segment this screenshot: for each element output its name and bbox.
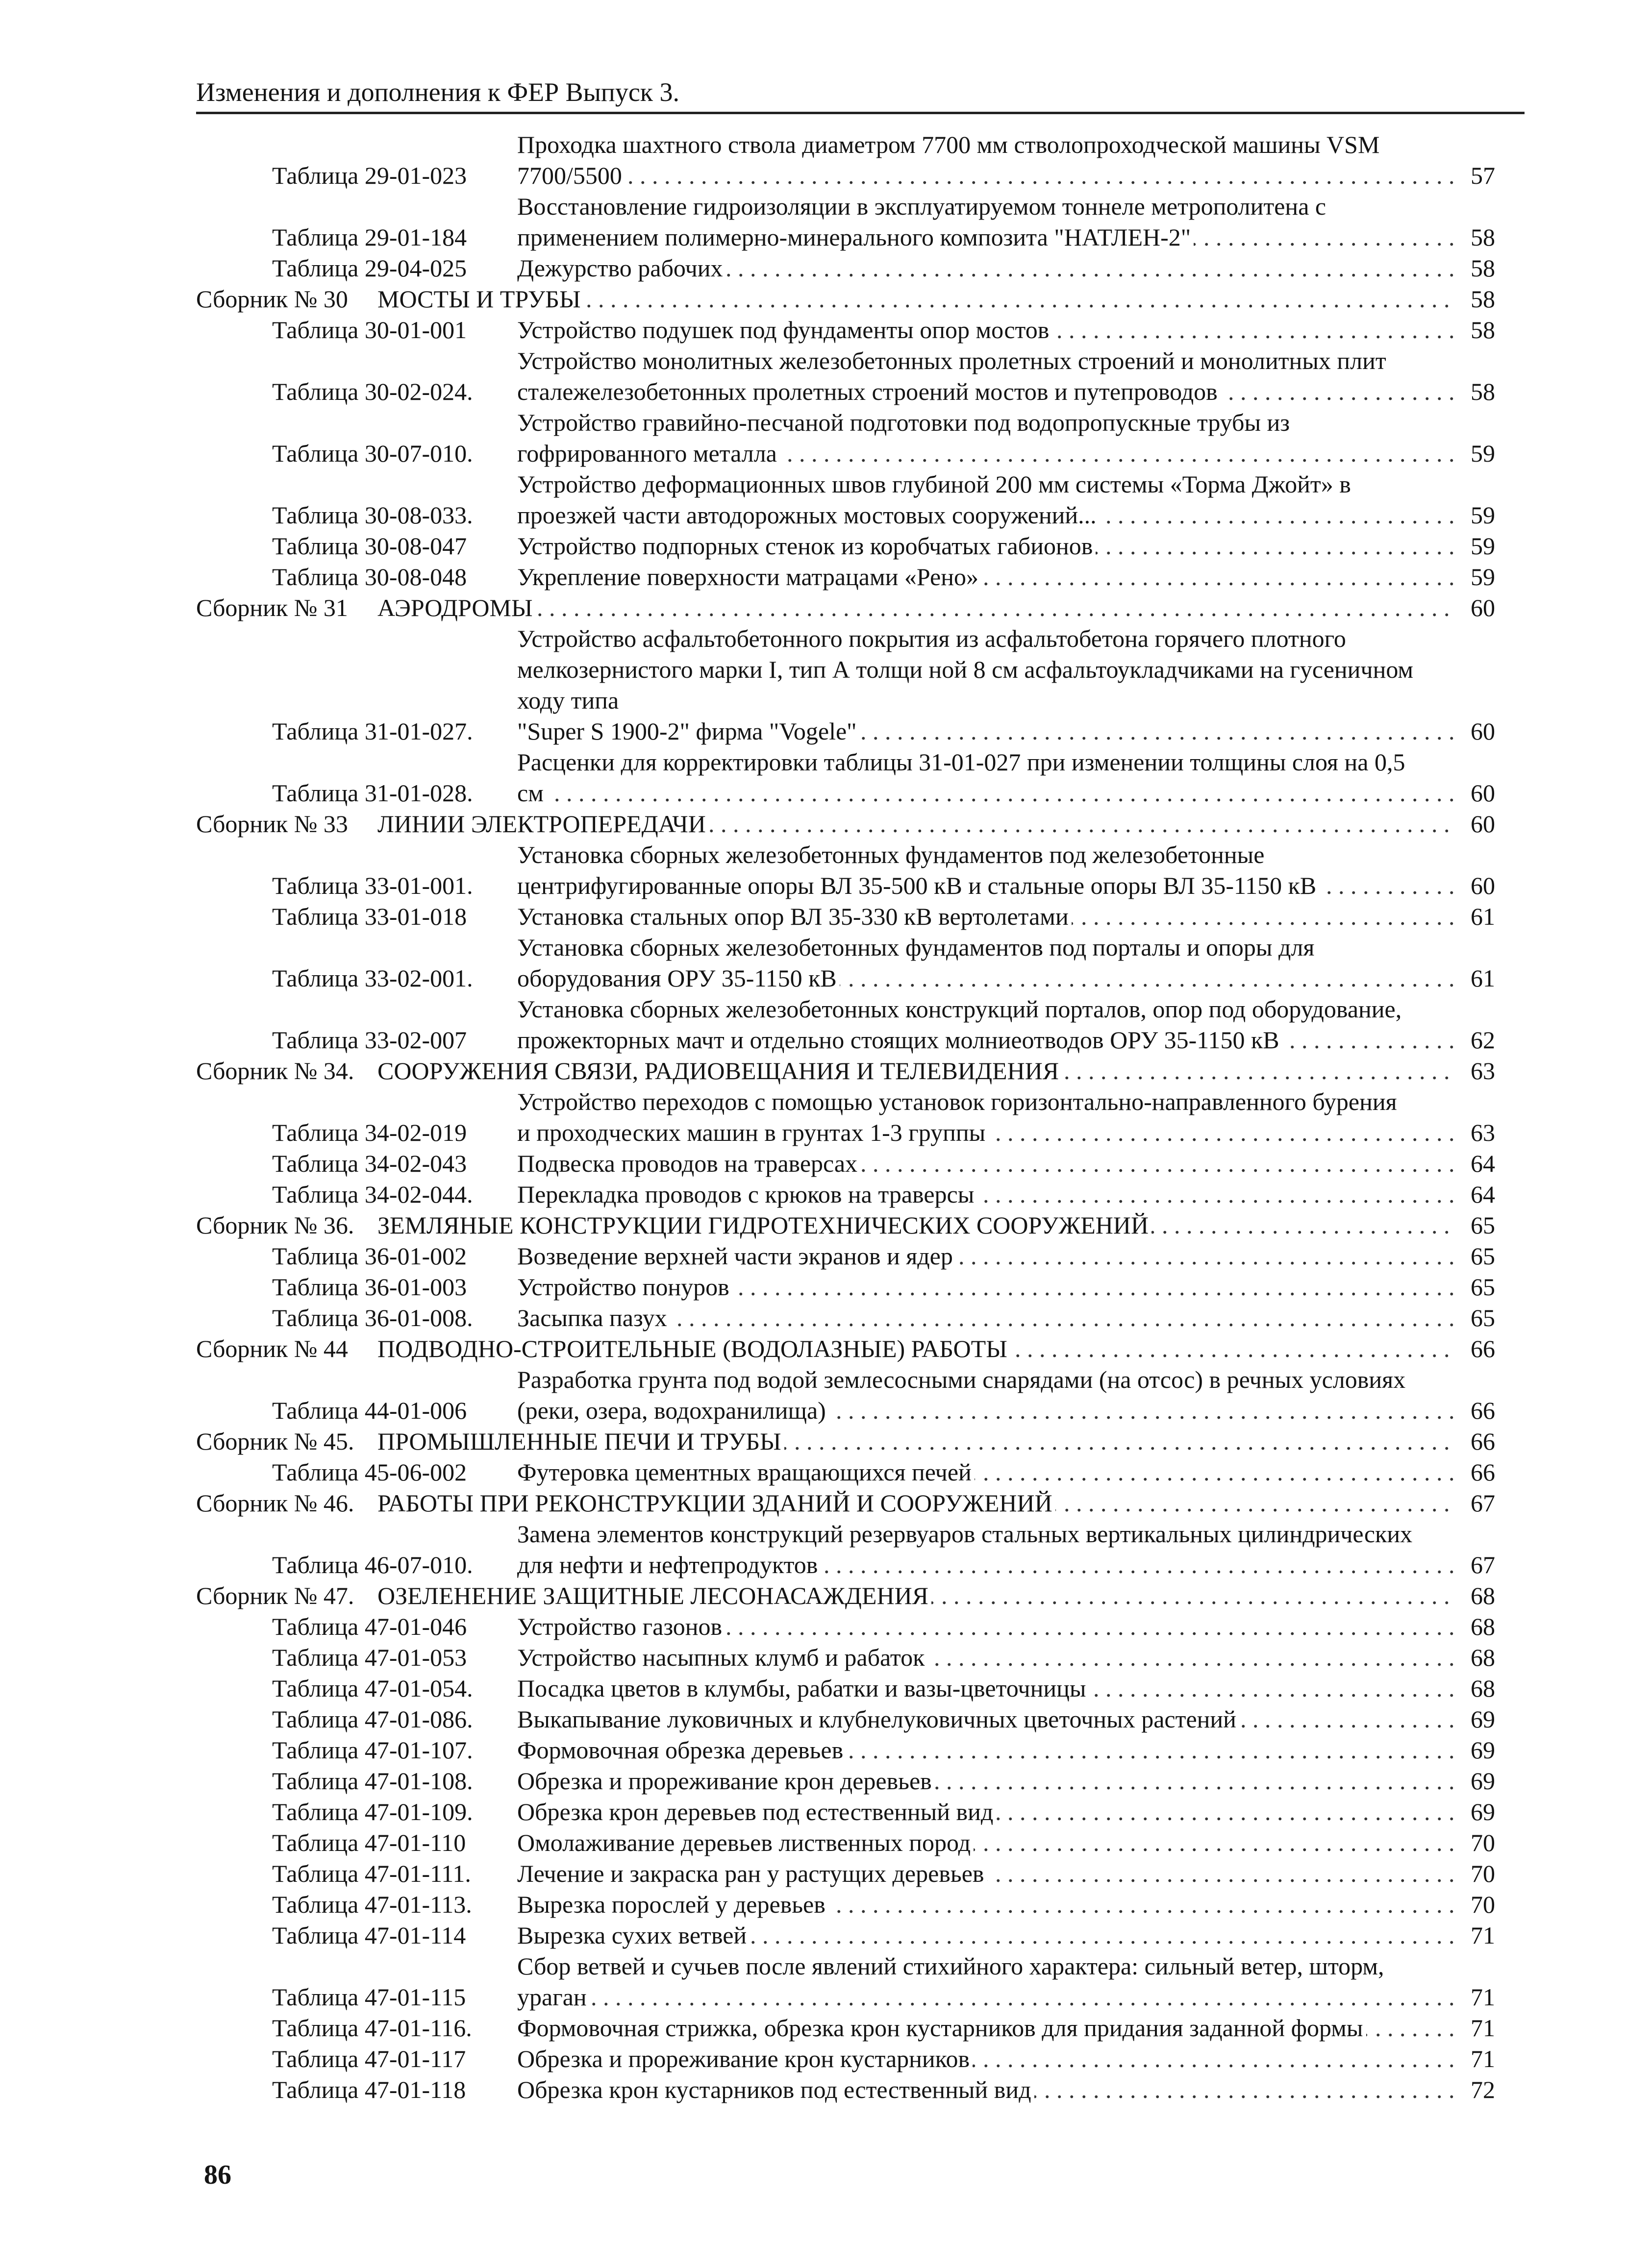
entry-title xyxy=(517,345,1456,407)
entry-title xyxy=(377,592,1456,623)
entry-title-line: Проходка шахтного ствола диаметром 7700 мм стволопроходческой машины VSM xyxy=(517,131,1380,158)
entry-label: Таблица 45-06-002 xyxy=(272,1458,467,1486)
entry-page-number: 58 xyxy=(1456,315,1495,345)
entry-title-text: Обрезка крон деревьев под естественный вид xyxy=(517,1798,996,1825)
entry-page-number: 68 xyxy=(1456,1673,1495,1704)
entry-title xyxy=(517,1673,1456,1704)
entry-page-number: 63 xyxy=(1456,1117,1495,1148)
table-entry xyxy=(196,345,1495,407)
entry-title xyxy=(377,1210,1456,1241)
collection-entry xyxy=(196,1488,1495,1519)
entry-page-number: 65 xyxy=(1456,1303,1495,1333)
collection-entry xyxy=(196,1426,1495,1457)
table-entry xyxy=(196,1519,1495,1580)
entry-title-line: Расценки для корректировки таблицы 31-01-027 при изменении толщины слоя на 0,5 xyxy=(517,748,1405,776)
entry-title-text: ЛИНИИ ЭЛЕКТРОПЕРЕДАЧИ xyxy=(377,810,709,838)
entry-page-number: 64 xyxy=(1456,1179,1495,1210)
entry-title-line xyxy=(517,1395,1456,1426)
table-entry xyxy=(196,623,1495,747)
entry-title-line xyxy=(517,376,1456,407)
entry-title-line: Устройство переходов с помощью установок горизонтально-направленного бурения xyxy=(517,1088,1397,1115)
entry-page-number: 57 xyxy=(1456,160,1495,191)
entry-label: Таблица 47-01-110 xyxy=(272,1829,466,1856)
entry-title xyxy=(517,1303,1456,1333)
entry-title xyxy=(517,839,1456,901)
entry-title-text: МОСТЫ И ТРУБЫ xyxy=(377,285,584,313)
entry-label: Таблица 30-07-010. xyxy=(272,440,473,467)
entry-label: Таблица 33-02-007 xyxy=(272,1026,467,1054)
table-entry xyxy=(196,1642,1495,1673)
table-entry xyxy=(196,1673,1495,1704)
entry-title-text: Посадка цветов в клумбы, рабатки и вазы-цветочницы xyxy=(517,1675,1089,1702)
table-entry xyxy=(196,1364,1495,1426)
collection-entry xyxy=(196,592,1495,623)
entry-label: Таблица 31-01-027. xyxy=(272,717,473,745)
entry-title xyxy=(517,129,1456,191)
entry-title xyxy=(377,284,1456,315)
entry-page-number: 71 xyxy=(1456,2013,1495,2044)
entry-title xyxy=(517,1241,1456,1272)
entry-title-text: проезжей части автодорожных мостовых сооружений... xyxy=(517,501,1100,529)
entry-title-line xyxy=(517,1550,1456,1580)
entry-title-text: Засыпка пазух xyxy=(517,1304,670,1331)
entry-title-text: Устройство насыпных клумб и рабаток xyxy=(517,1644,927,1671)
entry-title-text: Лечение и закраска ран у растущих деревьев xyxy=(517,1860,987,1887)
entry-title-text: мелкозернистого марки I, тип А толщи ной 8 см асфальтоукладчиками на гусеничном ходу типа xyxy=(517,656,1414,714)
entry-label: Таблица 30-08-048 xyxy=(272,563,467,591)
entry-label: Таблица 29-04-025 xyxy=(272,254,467,282)
entry-title-line: Устройство асфальтобетонного покрытия из асфальтобетона горячего плотного xyxy=(517,625,1346,652)
entry-label: Таблица 47-01-117 xyxy=(272,2045,466,2072)
table-entry xyxy=(196,994,1495,1056)
entry-title-text: Возведение верхней части экранов и ядер xyxy=(517,1242,956,1270)
entry-title-text: Омолаживание деревьев лиственных пород xyxy=(517,1829,974,1856)
entry-title xyxy=(377,1333,1456,1364)
entry-title xyxy=(517,1766,1456,1797)
entry-page-number: 72 xyxy=(1456,2074,1495,2105)
entry-page-number: 69 xyxy=(1456,1797,1495,1827)
entry-title-text: Перекладка проводов с крюков на траверсы xyxy=(517,1181,977,1208)
entry-title-line: Устройство гравийно-песчаной подготовки под водопропускные трубы из xyxy=(517,409,1290,436)
entry-label: Таблица 47-01-086. xyxy=(272,1705,473,1733)
entry-title xyxy=(517,469,1456,531)
table-entry xyxy=(196,1148,1495,1179)
entry-title-text: Устройство газонов xyxy=(517,1613,725,1640)
entry-title-text: ЗЕМЛЯНЫЕ КОНСТРУКЦИИ ГИДРОТЕХНИЧЕСКИХ СООРУЖЕНИЙ xyxy=(377,1211,1151,1239)
entry-title-line xyxy=(517,1982,1456,2013)
entry-title xyxy=(517,1858,1456,1889)
table-of-contents xyxy=(196,129,1495,2105)
entry-page-number: 59 xyxy=(1456,500,1495,531)
entry-page-number: 69 xyxy=(1456,1735,1495,1766)
entry-title-text: применением полимерно-минерального композита "НАТЛЕН-2" xyxy=(517,223,1194,251)
entry-page-number: 68 xyxy=(1456,1642,1495,1673)
entry-title xyxy=(517,1086,1456,1148)
table-entry xyxy=(196,1766,1495,1797)
page-number: 86 xyxy=(204,2160,231,2190)
entry-title xyxy=(517,901,1456,932)
entry-page-number: 59 xyxy=(1456,438,1495,469)
entry-title-text: для нефти и нефтепродуктов xyxy=(517,1551,821,1578)
entry-title xyxy=(517,315,1456,345)
entry-title-line: Установка сборных железобетонных конструкций порталов, опор под оборудование, xyxy=(517,995,1402,1023)
entry-title-text: Вырезка сухих ветвей xyxy=(517,1922,750,1949)
table-entry xyxy=(196,2013,1495,2044)
entry-label: Таблица 34-02-043 xyxy=(272,1150,467,1177)
entry-title-text: Устройство понуров xyxy=(517,1273,732,1301)
entry-page-number: 63 xyxy=(1456,1056,1495,1086)
entry-label: Таблица 30-08-033. xyxy=(272,501,473,529)
entry-title xyxy=(377,1488,1456,1519)
entry-title xyxy=(517,1148,1456,1179)
entry-title-line xyxy=(517,654,1456,716)
entry-label: Таблица 47-01-053 xyxy=(272,1644,467,1671)
entry-title-text: оборудования ОРУ 35-1150 кВ xyxy=(517,964,840,992)
entry-title xyxy=(377,1580,1456,1611)
entry-title-text: (реки, озера, водохранилища) xyxy=(517,1397,829,1424)
entry-title-line xyxy=(517,870,1456,901)
entry-title-line: Установка сборных железобетонных фундаментов под железобетонные xyxy=(517,841,1265,868)
entry-page-number: 61 xyxy=(1456,901,1495,932)
entry-label: Таблица 33-02-001. xyxy=(272,964,473,992)
entry-label: Таблица 47-01-107. xyxy=(272,1736,473,1764)
entry-title-text: 7700/5500 xyxy=(517,162,625,189)
entry-title-text: Вырезка порослей у деревьев xyxy=(517,1891,828,1918)
entry-title-line xyxy=(517,438,1456,469)
entry-page-number: 60 xyxy=(1456,778,1495,809)
entry-page-number: 65 xyxy=(1456,1272,1495,1303)
entry-label: Сборник № 45. xyxy=(196,1428,354,1455)
entry-title-line xyxy=(517,222,1456,253)
table-entry xyxy=(196,2074,1495,2105)
entry-title xyxy=(517,1889,1456,1920)
entry-title-line: Устройство деформационных швов глубиной 200 мм системы «Торма Джойт» в xyxy=(517,470,1351,498)
entry-title-line: Установка сборных железобетонных фундаментов под порталы и опоры для xyxy=(517,934,1315,961)
entry-title-line: Устройство монолитных железобетонных пролетных строений и монолитных плит xyxy=(517,347,1386,374)
entry-title-text: Установка стальных опор ВЛ 35-330 кВ вертолетами xyxy=(517,903,1072,930)
entry-title xyxy=(517,2044,1456,2074)
entry-title-text: и проходческих машин в грунтах 1-3 группы xyxy=(517,1119,988,1146)
entry-label: Таблица 47-01-111. xyxy=(272,1860,471,1887)
entry-label: Таблица 30-01-001 xyxy=(272,316,467,344)
entry-page-number: 71 xyxy=(1456,1920,1495,1951)
entry-title-text: ПРОМЫШЛЕННЫЕ ПЕЧИ И ТРУБЫ xyxy=(377,1428,784,1455)
table-entry xyxy=(196,1611,1495,1642)
entry-page-number: 69 xyxy=(1456,1766,1495,1797)
table-entry xyxy=(196,562,1495,592)
entry-title-line: Восстановление гидроизоляции в эксплуатируемом тоннеле метрополитена с xyxy=(517,193,1326,220)
entry-title-text: АЭРОДРОМЫ xyxy=(377,594,536,621)
table-entry xyxy=(196,1797,1495,1827)
table-entry xyxy=(196,1179,1495,1210)
header-text: Изменения и дополнения к ФЕР Выпуск 3. xyxy=(196,77,680,107)
entry-page-number: 58 xyxy=(1456,222,1495,253)
entry-title xyxy=(517,994,1456,1056)
entry-label: Таблица 47-01-113. xyxy=(272,1891,472,1918)
collection-entry xyxy=(196,1056,1495,1086)
entry-label: Таблица 30-08-047 xyxy=(272,532,467,560)
entry-page-number: 60 xyxy=(1456,870,1495,901)
entry-title-text: "Super S 1900-2" фирма "Vogele" xyxy=(517,717,860,745)
entry-page-number: 60 xyxy=(1456,592,1495,623)
entry-label: Сборник № 30 xyxy=(196,285,348,313)
entry-title xyxy=(517,2013,1456,2044)
entry-page-number: 71 xyxy=(1456,1982,1495,2013)
entry-label: Таблица 47-01-109. xyxy=(272,1798,473,1825)
entry-title-text: прожекторных мачт и отдельно стоящих молниеотводов ОРУ 35-1150 кВ xyxy=(517,1026,1282,1054)
table-entry xyxy=(196,315,1495,345)
entry-title xyxy=(377,1426,1456,1457)
entry-title-text: Устройство подушек под фундаменты опор мостов xyxy=(517,316,1052,344)
entry-title-text: Футеровка цементных вращающихся печей xyxy=(517,1458,975,1486)
entry-page-number: 59 xyxy=(1456,531,1495,562)
entry-label: Сборник № 36. xyxy=(196,1211,354,1239)
entry-label: Сборник № 34. xyxy=(196,1057,354,1085)
entry-label: Таблица 44-01-006 xyxy=(272,1397,467,1424)
entry-page-number: 58 xyxy=(1456,376,1495,407)
entry-page-number: 60 xyxy=(1456,716,1495,747)
entry-label: Таблица 36-01-002 xyxy=(272,1242,467,1270)
entry-title-line xyxy=(517,778,1456,809)
collection-entry xyxy=(196,1210,1495,1241)
entry-label: Таблица 29-01-184 xyxy=(272,223,467,251)
entry-page-number: 61 xyxy=(1456,963,1495,994)
entry-page-number: 66 xyxy=(1456,1395,1495,1426)
entry-label: Таблица 29-01-023 xyxy=(272,162,467,189)
entry-page-number: 62 xyxy=(1456,1025,1495,1056)
entry-page-number: 71 xyxy=(1456,2044,1495,2074)
entry-title xyxy=(517,623,1456,747)
entry-page-number: 65 xyxy=(1456,1210,1495,1241)
entry-label: Таблица 47-01-116. xyxy=(272,2014,472,2042)
table-entry xyxy=(196,253,1495,284)
entry-label: Таблица 46-07-010. xyxy=(272,1551,473,1578)
entry-title xyxy=(517,747,1456,809)
table-entry xyxy=(196,839,1495,901)
entry-label: Таблица 33-01-018 xyxy=(272,903,467,930)
entry-title xyxy=(517,1457,1456,1488)
entry-title-text: см xyxy=(517,779,547,807)
entry-title xyxy=(517,1611,1456,1642)
entry-title-text: ОЗЕЛЕНЕНИЕ ЗАЩИТНЫЕ ЛЕСОНАСАЖДЕНИЯ xyxy=(377,1582,931,1609)
entry-title-text: Устройство подпорных стенок из коробчатых габионов xyxy=(517,532,1096,560)
entry-title-text: Выкапывание луковичных и клубнелуковичных цветочных растений xyxy=(517,1705,1239,1733)
entry-title-text: Обрезка крон кустарников под естественный вид xyxy=(517,2076,1034,2103)
entry-label: Таблица 47-01-108. xyxy=(272,1767,473,1795)
entry-title-line xyxy=(517,160,1456,191)
entry-page-number: 67 xyxy=(1456,1488,1495,1519)
entry-title-text: Формовочная обрезка деревьев xyxy=(517,1736,846,1764)
entry-title xyxy=(517,1519,1456,1580)
entry-label: Таблица 47-01-115 xyxy=(272,1983,466,2011)
entry-label: Сборник № 33 xyxy=(196,810,348,838)
entry-label: Таблица 30-02-024. xyxy=(272,378,473,405)
entry-page-number: 70 xyxy=(1456,1858,1495,1889)
entry-label: Таблица 36-01-003 xyxy=(272,1273,467,1301)
entry-label: Таблица 47-01-054. xyxy=(272,1675,473,1702)
table-entry xyxy=(196,2044,1495,2074)
table-entry xyxy=(196,407,1495,469)
table-entry xyxy=(196,129,1495,191)
entry-title-text: Обрезка и прореживание крон кустарников xyxy=(517,2045,973,2072)
table-entry xyxy=(196,1272,1495,1303)
table-entry xyxy=(196,1858,1495,1889)
entry-title xyxy=(517,932,1456,994)
entry-title xyxy=(517,1642,1456,1673)
entry-title xyxy=(517,1364,1456,1426)
entry-title xyxy=(517,1272,1456,1303)
entry-title xyxy=(517,1179,1456,1210)
entry-page-number: 65 xyxy=(1456,1241,1495,1272)
entry-page-number: 60 xyxy=(1456,809,1495,839)
entry-title xyxy=(517,531,1456,562)
entry-title-text: Укрепление поверхности матрацами «Рено» xyxy=(517,563,981,591)
entry-label: Таблица 33-01-001. xyxy=(272,872,473,899)
entry-title-text: Обрезка и прореживание крон деревьев xyxy=(517,1767,935,1795)
entry-page-number: 68 xyxy=(1456,1611,1495,1642)
entry-title-line xyxy=(517,963,1456,994)
entry-page-number: 70 xyxy=(1456,1827,1495,1858)
collection-entry xyxy=(196,1333,1495,1364)
entry-title xyxy=(517,1920,1456,1951)
entry-title-line: Сбор ветвей и сучьев после явлений стихийного характера: сильный ветер, шторм, xyxy=(517,1952,1384,1980)
collection-entry xyxy=(196,1580,1495,1611)
entry-title-text: сталежелезобетонных пролетных строений мостов и путепроводов xyxy=(517,378,1221,405)
entry-label: Таблица 34-02-044. xyxy=(272,1181,473,1208)
entry-title xyxy=(517,253,1456,284)
table-entry xyxy=(196,932,1495,994)
entry-title-text: Подвеска проводов на траверсах xyxy=(517,1150,860,1177)
entry-title xyxy=(517,1827,1456,1858)
entry-label: Таблица 31-01-028. xyxy=(272,779,473,807)
entry-page-number: 59 xyxy=(1456,562,1495,592)
collection-entry xyxy=(196,809,1495,839)
entry-title xyxy=(517,1735,1456,1766)
entry-page-number: 58 xyxy=(1456,284,1495,315)
entry-page-number: 66 xyxy=(1456,1333,1495,1364)
entry-title-line: Замена элементов конструкций резервуаров стальных вертикальных цилиндрических xyxy=(517,1520,1413,1548)
table-entry xyxy=(196,469,1495,531)
table-entry xyxy=(196,1920,1495,1951)
entry-title xyxy=(517,1951,1456,2013)
table-entry xyxy=(196,531,1495,562)
entry-title xyxy=(517,407,1456,469)
entry-label: Таблица 47-01-118 xyxy=(272,2076,466,2103)
entry-label: Сборник № 47. xyxy=(196,1582,354,1609)
entry-page-number: 58 xyxy=(1456,253,1495,284)
entry-page-number: 66 xyxy=(1456,1426,1495,1457)
entry-label: Сборник № 44 xyxy=(196,1335,348,1362)
entry-title xyxy=(517,1704,1456,1735)
entry-title-text: ураган xyxy=(517,1983,590,2011)
table-entry xyxy=(196,1241,1495,1272)
table-entry xyxy=(196,1303,1495,1333)
entry-title xyxy=(517,2074,1456,2105)
entry-label: Таблица 47-01-114 xyxy=(272,1922,466,1949)
entry-label: Таблица 34-02-019 xyxy=(272,1119,467,1146)
entry-page-number: 69 xyxy=(1456,1704,1495,1735)
entry-title xyxy=(377,1056,1456,1086)
entry-page-number: 67 xyxy=(1456,1550,1495,1580)
table-entry xyxy=(196,1704,1495,1735)
entry-label: Таблица 47-01-046 xyxy=(272,1613,467,1640)
entry-title xyxy=(517,562,1456,592)
entry-title xyxy=(517,1797,1456,1827)
entry-label: Таблица 36-01-008. xyxy=(272,1304,473,1331)
entry-title-line xyxy=(517,1025,1456,1056)
entry-title-text: ПОДВОДНО-СТРОИТЕЛЬНЫЕ (ВОДОЛАЗНЫЕ) РАБОТЫ xyxy=(377,1335,1010,1362)
table-entry xyxy=(196,191,1495,253)
entry-title-line: Разработка грунта под водой землесосными снарядами (на отсос) в речных условиях xyxy=(517,1366,1406,1393)
entry-page-number: 70 xyxy=(1456,1889,1495,1920)
entry-label: Сборник № 31 xyxy=(196,594,348,621)
entry-title xyxy=(377,809,1456,839)
table-entry xyxy=(196,1827,1495,1858)
table-entry xyxy=(196,1086,1495,1148)
table-entry xyxy=(196,901,1495,932)
table-entry xyxy=(196,1457,1495,1488)
table-entry xyxy=(196,1889,1495,1920)
entry-title-text: РАБОТЫ ПРИ РЕКОНСТРУКЦИИ ЗДАНИЙ И СООРУЖЕНИЙ xyxy=(377,1489,1055,1517)
entry-title xyxy=(517,191,1456,253)
collection-entry xyxy=(196,284,1495,315)
entry-title-text: центрифугированные опоры ВЛ 35-500 кВ и стальные опоры ВЛ 35-1150 кВ xyxy=(517,872,1319,899)
table-entry xyxy=(196,1951,1495,2013)
entry-page-number: 66 xyxy=(1456,1457,1495,1488)
entry-title-text: Формовочная стрижка, обрезка крон кустарников для придания заданной формы xyxy=(517,2014,1366,2042)
entry-label: Сборник № 46. xyxy=(196,1489,354,1517)
running-header xyxy=(196,73,1525,114)
entry-page-number: 68 xyxy=(1456,1580,1495,1611)
entry-title-line xyxy=(517,500,1456,531)
table-entry xyxy=(196,1735,1495,1766)
entry-title-text: гофрированного металла xyxy=(517,440,780,467)
entry-page-number: 64 xyxy=(1456,1148,1495,1179)
entry-title-text: Дежурство рабочих xyxy=(517,254,726,282)
entry-title-text: СООРУЖЕНИЯ СВЯЗИ, РАДИОВЕЩАНИЯ И ТЕЛЕВИДЕНИЯ xyxy=(377,1057,1062,1085)
entry-title-line xyxy=(517,1117,1456,1148)
entry-title-line xyxy=(517,716,1456,747)
table-entry xyxy=(196,747,1495,809)
